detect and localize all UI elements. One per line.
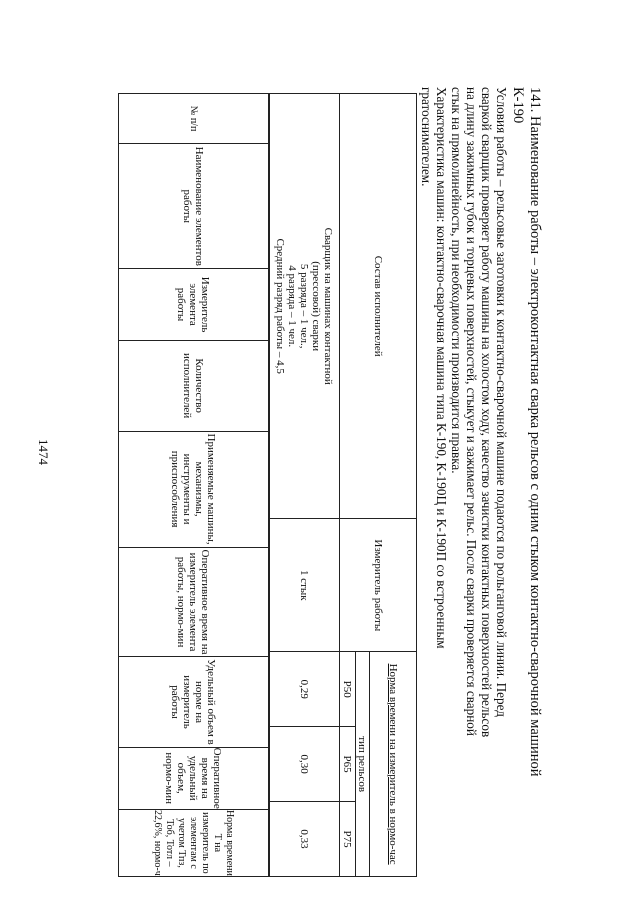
elements-table xyxy=(118,93,269,877)
page-number: 1474 xyxy=(36,439,51,465)
header-composition: Состав исполнителей xyxy=(340,94,417,519)
composition-cell: Сварщик на машинах контактной (прессовой) сварки 5 разряда – 1 чел., 4 разряда – 1 чел. Средний разряд работы – 4,5 xyxy=(270,94,340,519)
header-norm: Норма времени на измеритель в нормо-час xyxy=(370,652,417,877)
rail-type-p65: Р65 xyxy=(340,727,356,802)
header-specific-volume: Удельный объем в норме на измеритель работы xyxy=(119,657,269,747)
header-element-meter: Измеритель элемента работы xyxy=(119,269,269,340)
header-rail-type: тип рельсов xyxy=(356,652,370,877)
header-elements: Наименование элементов работы xyxy=(119,144,269,269)
header-op-time-volume: Оперативное время на удельный объем, нормо-мин xyxy=(119,747,269,809)
norm-table xyxy=(269,93,417,877)
norm-p65: 0,30 xyxy=(270,727,340,802)
header-num: № п/п xyxy=(119,94,269,144)
rail-type-p50: Р50 xyxy=(340,652,356,727)
header-performers: Количество исполнителей xyxy=(119,340,269,431)
header-operative-time: Оперативное время на измеритель элемента работы, нормо-мин xyxy=(119,547,269,657)
norm-p75: 0,33 xyxy=(270,802,340,877)
heading-block xyxy=(419,87,543,877)
meter-value: 1 стык xyxy=(270,519,340,652)
work-title: 141. Наименование работы – электроконтактная сварка рельсов с одним стыком контактно-сварочной машиной К-190 xyxy=(510,87,543,777)
machine-characteristic: Характеристика машин: контактно-сварочная машина типа К-190, К-190Ц и К-190П со встроенным гратоснимателем. xyxy=(419,87,449,649)
header-machines: Применяемые машины, механизмы, инструменты и приспособления xyxy=(119,431,269,547)
work-conditions: Условия работы – рельсовые заготовки к контактно-сварочной машине подаются по рольганговой линии. Перед сваркой сварщик проверяет работу машины на холостом ходу, качество зачистки контактных поверхностей рельсов на длину зажимных губок и торцевых поверхностей, стыкует и зажимает рельс. После сварки проверяется сварной стык на прямолинейность, при необходимости производится правка. xyxy=(449,87,509,738)
header-meter: Измеритель работы xyxy=(340,519,417,652)
rotated-page xyxy=(23,87,543,877)
norm-p50: 0,29 xyxy=(270,652,340,727)
rail-type-p75: Р75 xyxy=(340,802,356,877)
header-norm-time: Норма времени Т на измеритель по элементам с учетом Тпз, Тоб, Тотл – 22,6%, нормо-ч xyxy=(119,809,269,876)
